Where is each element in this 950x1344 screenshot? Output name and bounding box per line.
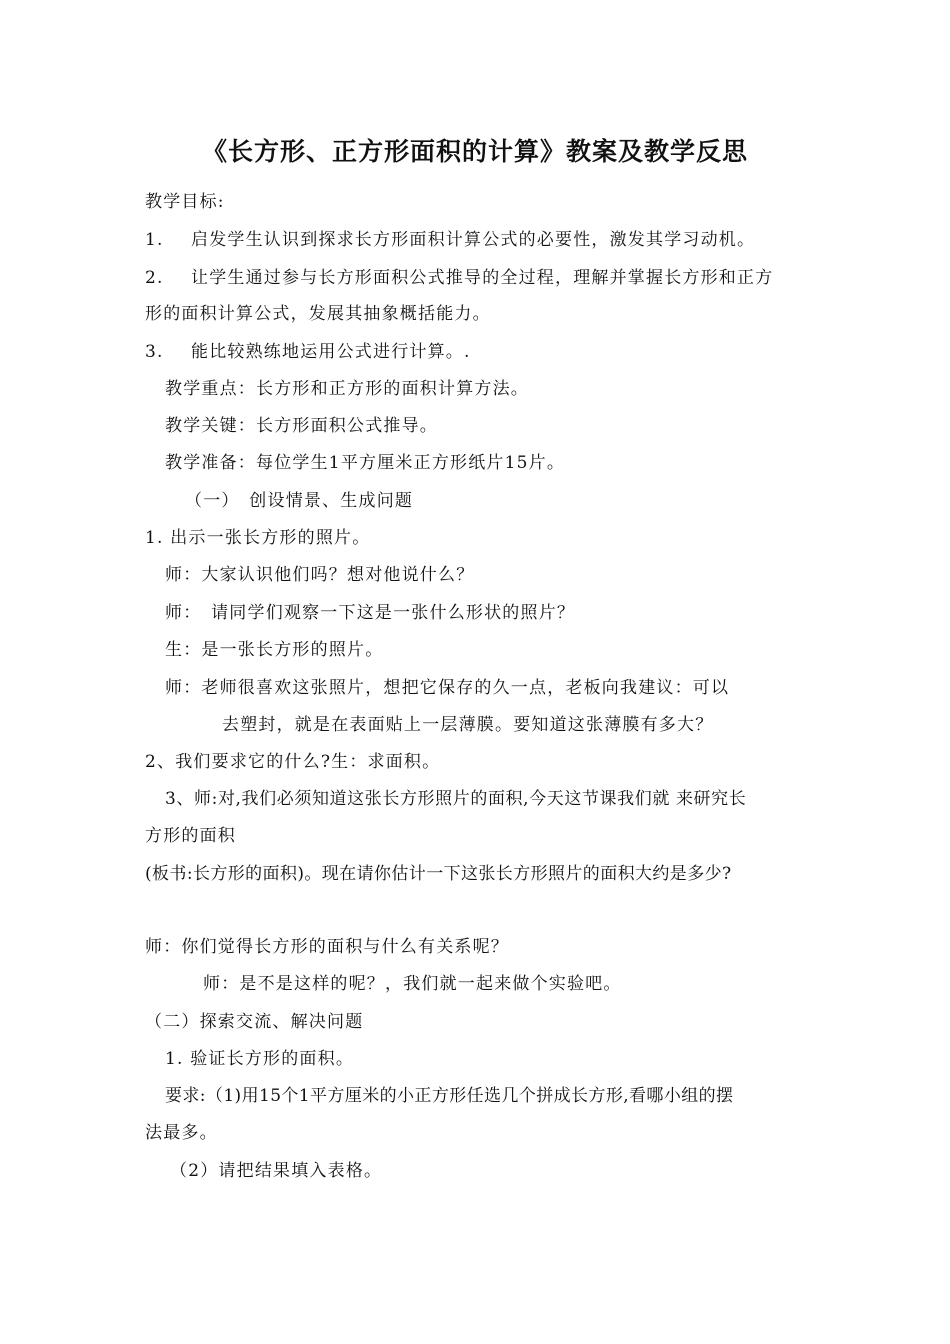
teaching-key: 教学关键：长方形面积公式推导。	[165, 416, 438, 436]
objective-1-number: 1.	[145, 230, 164, 250]
step-show-photo: 1. 出示一张长方形的照片。	[145, 528, 371, 548]
teaching-preparation: 教学准备：每位学生1平方厘米正方形纸片15片。	[165, 453, 566, 473]
step-verify-area: 1. 验证长方形的面积。	[165, 1049, 355, 1069]
step-3: 3、师:对,我们必须知道这张长方形照片的面积,今天这节课我们就 来研究长	[165, 789, 747, 809]
step-3-board-note: (板书:长方形的面积)。现在请你估计一下这张长方形照片的面积大约是多少?	[145, 864, 732, 884]
dialogue-teacher-3-continued: 去塑封，就是在表面贴上一层薄膜。要知道这张薄膜有多大？	[222, 715, 714, 735]
teaching-focus: 教学重点：长方形和正方形的面积计算方法。	[165, 379, 529, 399]
objective-2-text: 让学生通过参与长方形面积公式推导的全过程，理解并掌握长方形和正方	[191, 268, 774, 288]
requirement-2: （2）请把结果填入表格。	[170, 1161, 383, 1181]
step-3-continued: 方形的面积	[145, 826, 236, 846]
objective-3-text: 能比较熟练地运用公式进行计算。.	[191, 342, 471, 362]
dialogue-teacher-3: 师：老师很喜欢这张照片，想把它保存的久一点，老板向我建议：可以	[165, 678, 730, 698]
objectives-heading: 教学目标:	[145, 192, 225, 212]
dialogue-teacher-1: 师：大家认识他们吗？想对他说什么？	[165, 565, 475, 585]
requirement-1: 要求:（1)用15个1平方厘米的小正方形任选几个拼成长方形,看哪小组的摆	[165, 1086, 734, 1106]
objective-3	[145, 340, 471, 364]
dialogue-teacher-4: 师：你们觉得长方形的面积与什么有关系呢？	[145, 937, 509, 957]
dialogue-student-1: 生：是一张长方形的照片。	[165, 640, 384, 660]
dialogue-teacher-2: 师： 请同学们观察一下这是一张什么形状的照片？	[165, 603, 576, 623]
requirement-1-continued: 法最多。	[145, 1123, 218, 1143]
objective-2	[145, 266, 773, 290]
step-2: 2、我们要求它的什么?生：求面积。	[145, 752, 441, 772]
objective-3-number: 3.	[145, 342, 164, 362]
section-2-heading: （二）探索交流、解决问题	[145, 1012, 364, 1032]
section-1-heading: （一） 创设情景、生成问题	[185, 491, 414, 511]
objective-2-number: 2.	[145, 268, 164, 288]
objective-1	[145, 228, 755, 252]
dialogue-teacher-5: 师：是不是这样的呢？，我们就一起来做个实验吧。	[203, 974, 622, 994]
document-title: 《长方形、正方形面积的计算》教案及教学反思	[201, 137, 748, 166]
objective-1-text: 启发学生认识到探求长方形面积计算公式的必要性，激发其学习动机。	[191, 230, 756, 250]
objective-2-continued: 形的面积计算公式，发展其抽象概括能力。	[145, 304, 491, 324]
